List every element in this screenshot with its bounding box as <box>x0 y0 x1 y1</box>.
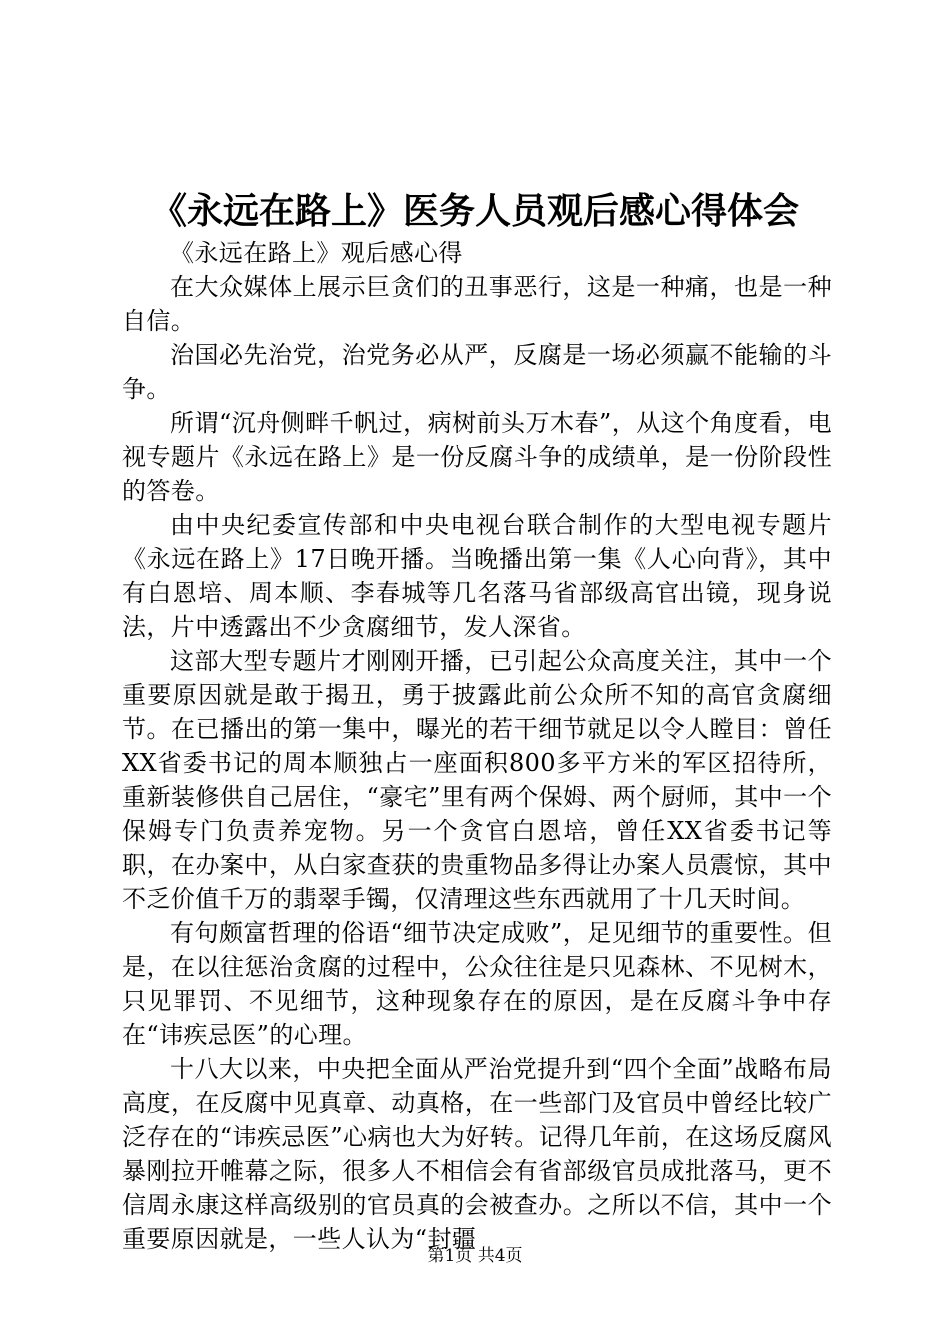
paragraph: 治国必先治党，治党务必从严，反腐是一场必须赢不能输的斗争。 <box>122 341 832 403</box>
paragraph: 由中央纪委宣传部和中央电视台联合制作的大型电视专题片《永远在路上》17日晚开播。当晚播出第一集《人心向背》，其中有白恩培、周本顺、李春城等几名落马省部级高官出镜，现身说法，片中透露出不少贪腐细节，发人深省。 <box>122 511 832 641</box>
paragraph: 这部大型专题片才刚刚开播，已引起公众高度关注，其中一个重要原因就是敢于揭丑，勇于披露此前公众所不知的高官贪腐细节。在已播出的第一集中，曝光的若干细节就足以令人瞠目：曾任XX省委书记的周本顺独占一座面积800多平方米的军区招待所，重新装修供自己居住，“豪宅”里有两个保姆、两个厨师，其中一个保姆专门负责养宠物。另一个贪官白恩培，曾任XX省委书记等职，在办案中，从白家查获的贵重物品多得让办案人员震惊，其中不乏价值千万的翡翠手镯，仅清理这些东西就用了十几天时间。 <box>122 647 832 913</box>
paragraph: 在大众媒体上展示巨贪们的丑事恶行，这是一种痛，也是一种自信。 <box>122 273 832 335</box>
paragraph: 十八大以来，中央把全面从严治党提升到“四个全面”战略布局高度，在反腐中见真章、动真格，在一些部门及官员中曾经比较广泛存在的“讳疾忌医”心病也大为好转。记得几年前，在这场反腐风暴刚拉开帷幕之际，很多人不相信会有省部级官员成批落马，更不信周永康这样高级别的官员真的会被查办。之所以不信，其中一个重要原因就是，一些人认为“封疆 <box>122 1055 832 1253</box>
paragraph: 有句颇富哲理的俗语“细节决定成败”，足见细节的重要性。但是，在以往惩治贪腐的过程中，公众往往是只见森林、不见树木，只见罪罚、不见细节，这种现象存在的原因，是在反腐斗争中存在“讳疾忌医”的心理。 <box>122 919 832 1049</box>
document-title: 《永远在路上》医务人员观后感心得体会 <box>150 190 799 232</box>
document-body <box>122 236 832 1256</box>
paragraph: 所谓“沉舟侧畔千帆过，病树前头万木春”，从这个角度看，电视专题片《永远在路上》是一份反腐斗争的成绩单，是一份阶段性的答卷。 <box>122 409 832 505</box>
paragraph: 《永远在路上》观后感心得 <box>170 239 463 267</box>
page-footer: 第1页 共4页 <box>427 1246 523 1266</box>
